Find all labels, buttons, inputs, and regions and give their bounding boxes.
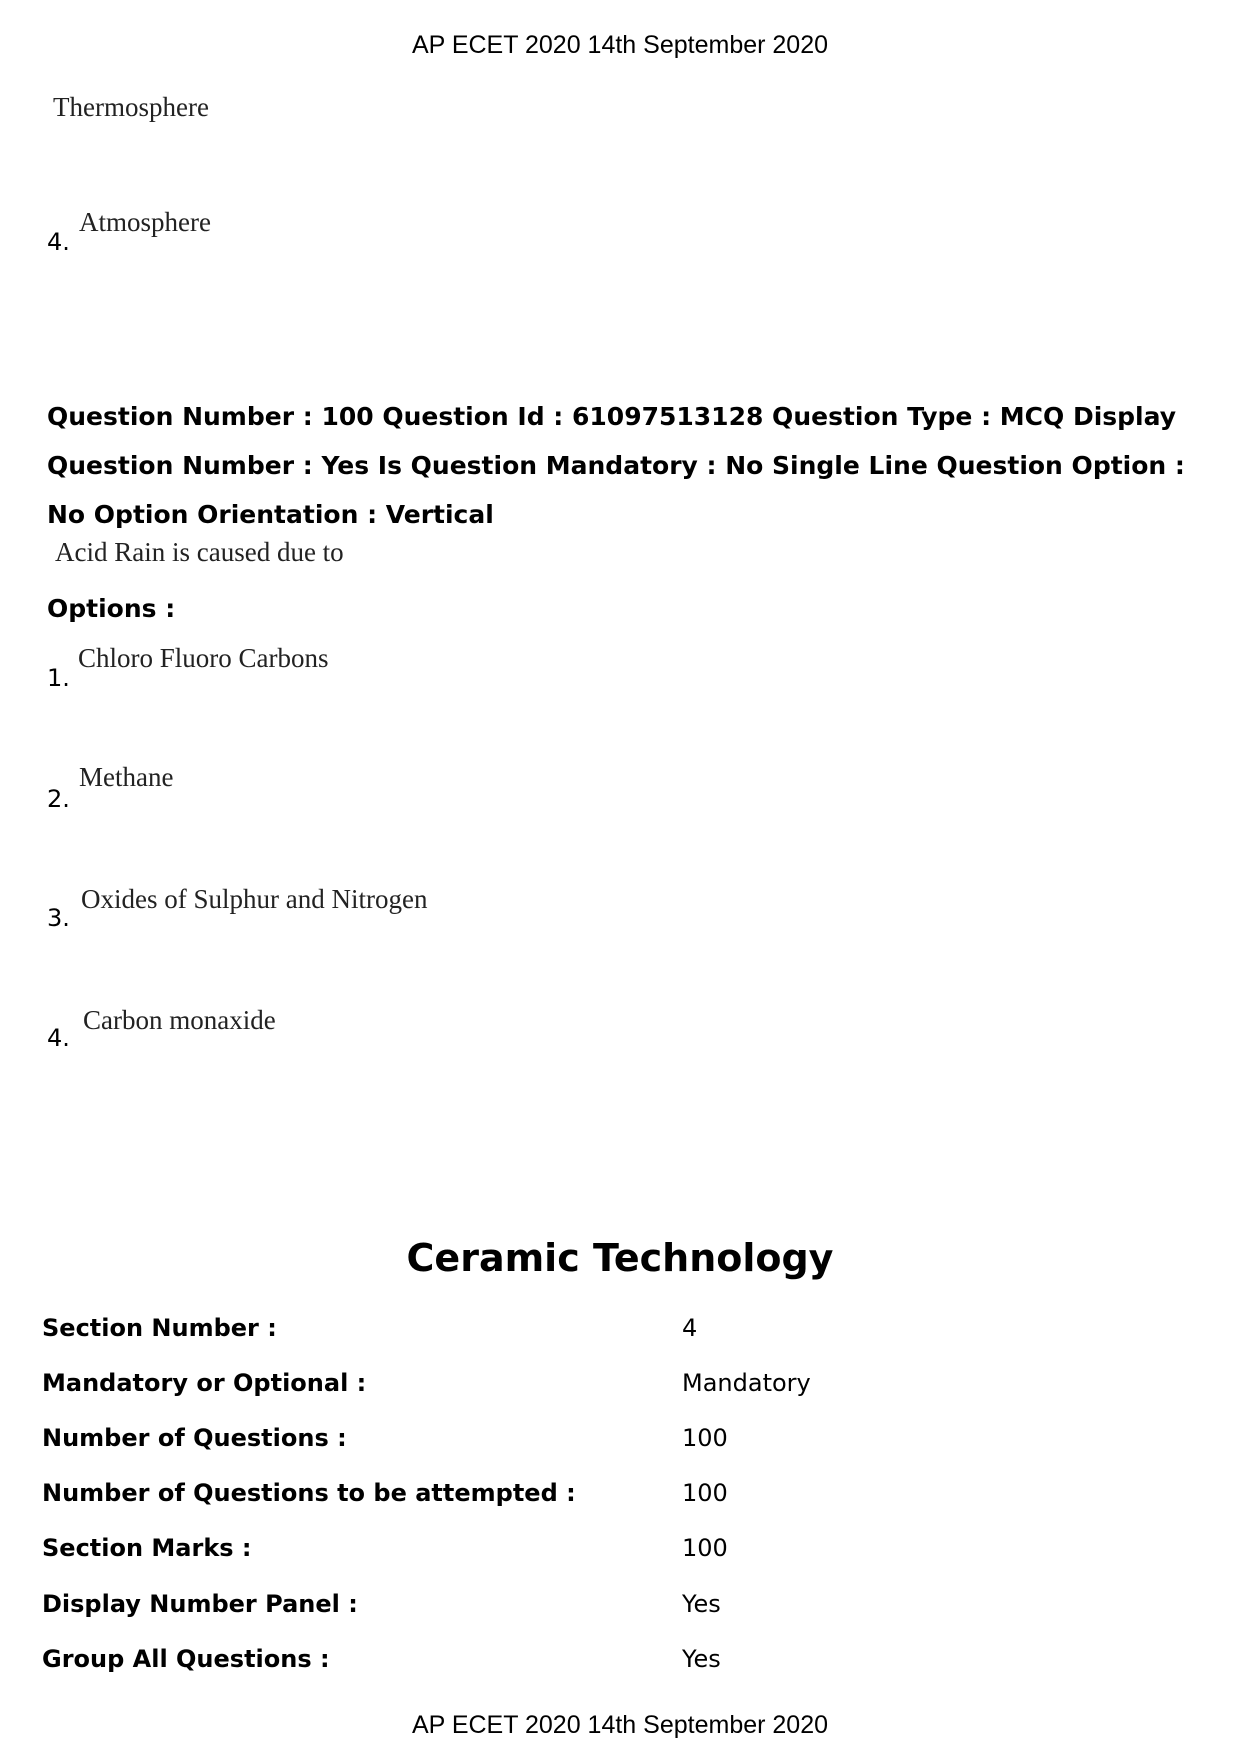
section-marks-value: 100: [682, 1534, 728, 1562]
mandatory-optional-value: Mandatory: [682, 1369, 811, 1397]
section-number-value: 4: [682, 1314, 698, 1342]
page-header: AP ECET 2020 14th September 2020: [411, 31, 829, 59]
option-2-text: Methane: [79, 762, 174, 792]
prev-option-4-number: 4.: [47, 228, 70, 256]
group-all-questions-label: Group All Questions :: [42, 1645, 330, 1673]
question-text: Acid Rain is caused due to: [55, 537, 344, 567]
option-3-text: Oxides of Sulphur and Nitrogen: [81, 884, 428, 914]
section-marks-label: Section Marks :: [42, 1534, 252, 1562]
option-1-number: 1.: [47, 664, 70, 692]
mandatory-optional-label: Mandatory or Optional :: [42, 1369, 367, 1397]
options-label: Options :: [47, 594, 176, 623]
questions-attempted-label: Number of Questions to be attempted :: [42, 1479, 576, 1507]
prev-option-3-text: Thermosphere: [53, 92, 209, 122]
option-1-text: Chloro Fluoro Carbons: [78, 643, 329, 673]
questions-attempted-value: 100: [682, 1479, 728, 1507]
section-title: Ceramic Technology: [406, 1236, 834, 1280]
display-number-panel-label: Display Number Panel :: [42, 1590, 358, 1618]
number-of-questions-label: Number of Questions :: [42, 1424, 347, 1452]
option-3-number: 3.: [47, 904, 70, 932]
prev-option-4-text: Atmosphere: [79, 207, 211, 237]
section-number-label: Section Number :: [42, 1314, 277, 1342]
option-2-number: 2.: [47, 785, 70, 813]
display-number-panel-value: Yes: [682, 1590, 721, 1618]
number-of-questions-value: 100: [682, 1424, 728, 1452]
group-all-questions-value: Yes: [682, 1645, 721, 1673]
option-4-text: Carbon monaxide: [83, 1005, 276, 1035]
option-4-number: 4.: [47, 1024, 70, 1052]
page-footer: AP ECET 2020 14th September 2020: [411, 1711, 829, 1739]
question-meta: Question Number : 100 Question Id : 61097513128 Question Type : MCQ Display Question Number : Yes Is Question Mandatory : No Single Line Question Option : No Option Orientation : Vertical: [47, 402, 1185, 529]
